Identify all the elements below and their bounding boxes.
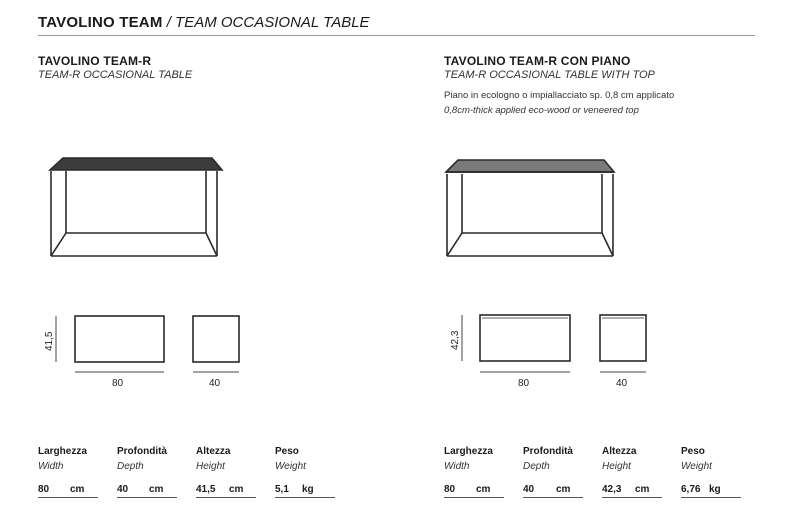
product-2-spec-depth-unit: cm [556, 484, 571, 495]
product-2-depth-dimension: 40 [616, 378, 628, 389]
product-1-depth-dimension: 40 [209, 378, 221, 389]
product-2-spec-height-label-en: Height [602, 461, 631, 472]
product-2-spec-depth-label-en: Depth [523, 461, 550, 472]
product-2-spec-width-label: Larghezza [444, 446, 493, 457]
product-1-spec-height-label-en: Height [196, 461, 225, 472]
product-1-title: TAVOLINO TEAM-R [38, 54, 152, 68]
product-1-spec-depth-value: 40 [117, 484, 129, 495]
product-2-spec-depth-label: Profondità [523, 446, 573, 457]
product-1-spec-weight-label: Peso [275, 446, 299, 457]
product-1-height-dimension: 41,5 [44, 331, 55, 351]
page-title-main: TAVOLINO TEAM [38, 14, 163, 31]
product-2-spec-height-rule [602, 497, 662, 498]
page-title-sub: / TEAM OCCASIONAL TABLE [166, 14, 370, 31]
product-1-spec-weight-label-en: Weight [275, 461, 306, 472]
product-1-spec-depth-unit: cm [149, 484, 164, 495]
product-2-spec-depth-rule [523, 497, 583, 498]
product-1-spec-width-label-en: Width [38, 461, 64, 472]
product-2-height-dimension: 42,3 [450, 330, 461, 350]
product-1-spec-depth-label: Profondità [117, 446, 167, 457]
product-1-spec-width-value: 80 [38, 484, 50, 495]
product-1-spec-width-label: Larghezza [38, 446, 87, 457]
product-2-subtitle: TEAM-R OCCASIONAL TABLE WITH TOP [444, 69, 655, 81]
product-2-spec-depth-value: 40 [523, 484, 535, 495]
product-2-spec-weight-label-en: Weight [681, 461, 712, 472]
product-2-spec-weight-label: Peso [681, 446, 705, 457]
product-1-spec-height-unit: cm [229, 484, 244, 495]
product-2-spec-height-value: 42,3 [602, 484, 622, 495]
product-1-subtitle: TEAM-R OCCASIONAL TABLE [38, 69, 193, 81]
product-2-spec-height-label: Altezza [602, 446, 637, 457]
product-1-spec-weight-value: 5,1 [275, 484, 289, 495]
product-2-spec-weight-value: 6,76 [681, 484, 701, 495]
product-2-spec-weight-unit: kg [709, 484, 721, 495]
product-2-spec-weight-rule [681, 497, 741, 498]
product-1-width-dimension: 80 [112, 378, 124, 389]
product-2-spec-width-unit: cm [476, 484, 491, 495]
product-2-title: TAVOLINO TEAM-R CON PIANO [444, 54, 631, 68]
product-1-spec-width-unit: cm [70, 484, 85, 495]
product-1-spec-weight-unit: kg [302, 484, 314, 495]
product-1-spec-height-label: Altezza [196, 446, 231, 457]
product-2-width-dimension: 80 [518, 378, 530, 389]
product-2-spec-width-rule [444, 497, 504, 498]
product-2-spec-width-value: 80 [444, 484, 456, 495]
product-2-note-italian: Piano in ecologno o impiallacciato sp. 0,8 cm applicato [444, 90, 675, 101]
product-1-spec-height-value: 41,5 [196, 484, 216, 495]
product-2-spec-width-label-en: Width [444, 461, 470, 472]
product-2-spec-height-unit: cm [635, 484, 650, 495]
product-1-spec-depth-label-en: Depth [117, 461, 144, 472]
product-2-note-english: 0,8cm-thick applied eco-wood or veneered top [444, 105, 639, 116]
